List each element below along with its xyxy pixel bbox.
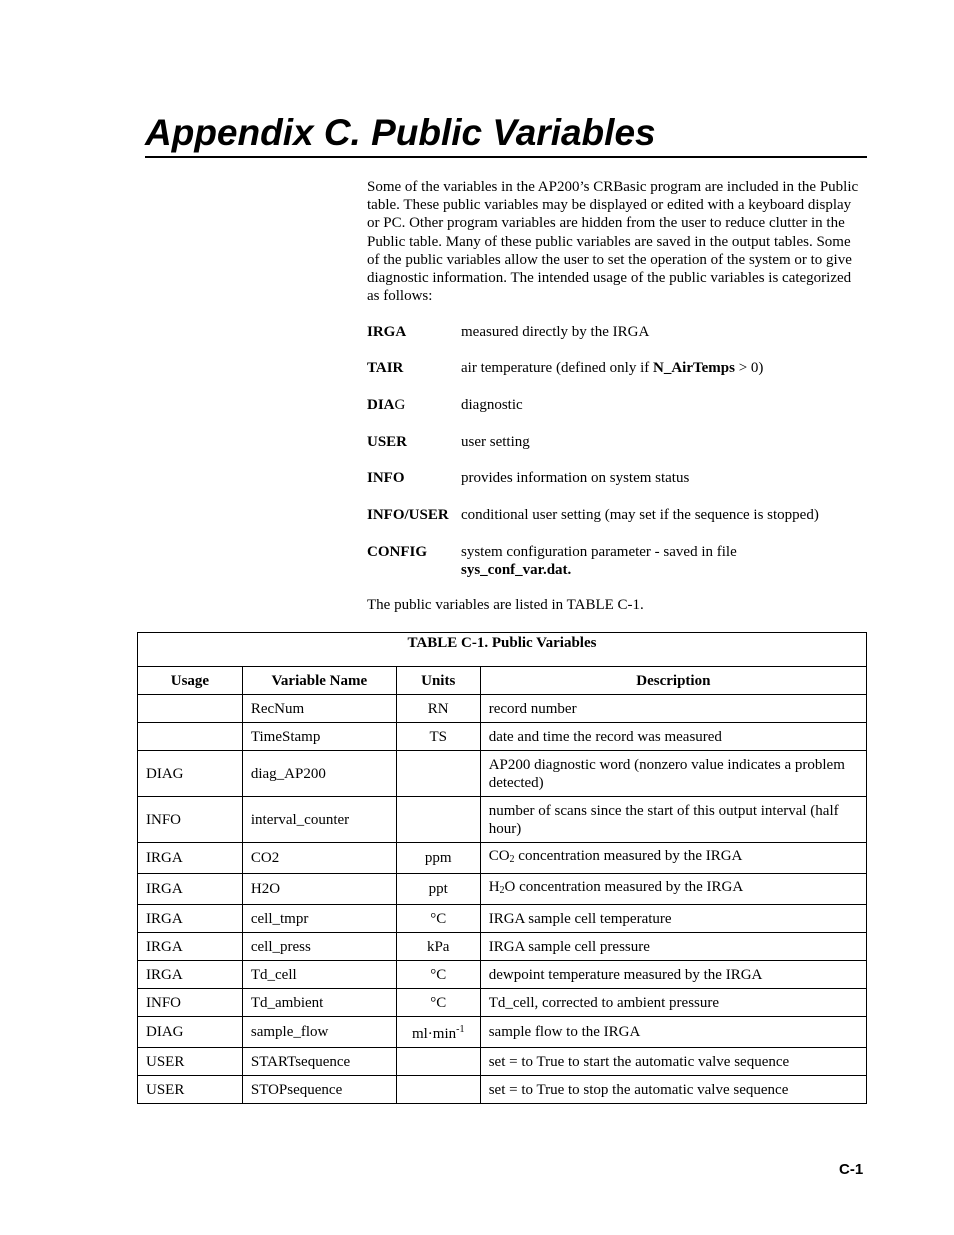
column-header: Description	[480, 667, 866, 695]
usage-cell	[138, 695, 243, 723]
table-row	[138, 1017, 867, 1048]
category-config	[367, 543, 867, 579]
usage-cell: IRGA	[138, 874, 243, 905]
usage-cell: INFO	[138, 797, 243, 843]
usage-cell: USER	[138, 1048, 243, 1076]
variable-name-cell: H2O	[242, 874, 396, 905]
usage-cell: DIAG	[138, 1017, 243, 1048]
description-cell: IRGA sample cell pressure	[480, 933, 866, 961]
variable-name-cell: CO2	[242, 843, 396, 874]
category-key: USER	[367, 434, 408, 450]
table-reference-note: The public variables are listed in TABLE C-1.	[367, 597, 644, 613]
units-cell	[396, 797, 480, 843]
description-cell: AP200 diagnostic word (nonzero value indicates a problem detected)	[480, 751, 866, 797]
description-cell: date and time the record was measured	[480, 723, 866, 751]
usage-cell: IRGA	[138, 961, 243, 989]
units-cell	[396, 1076, 480, 1104]
table-row	[138, 933, 867, 961]
category-desc: system configuration parameter - saved in file sys_conf_var.dat.	[461, 544, 737, 579]
table-caption: TABLE C-1. Public Variables	[138, 633, 867, 667]
category-desc: diagnostic	[461, 397, 523, 413]
page-number: C-1	[839, 1161, 864, 1178]
page-title: Appendix C. Public Variables	[145, 110, 867, 158]
units-cell: ppt	[396, 874, 480, 905]
units-cell	[396, 751, 480, 797]
table-row	[138, 905, 867, 933]
usage-cell	[138, 723, 243, 751]
table-row	[138, 989, 867, 1017]
usage-cell: IRGA	[138, 843, 243, 874]
category-key: TAIR	[367, 360, 404, 376]
description-cell: set = to True to start the automatic valve sequence	[480, 1048, 866, 1076]
table-row	[138, 1048, 867, 1076]
category-diag	[367, 396, 867, 414]
category-user	[367, 433, 867, 451]
table-row	[138, 843, 867, 874]
category-irga	[367, 323, 867, 341]
category-key: DIAG	[367, 397, 406, 413]
units-cell: °C	[396, 961, 480, 989]
category-desc: air temperature (defined only if N_AirTemps > 0)	[461, 360, 764, 376]
description-cell: $H_2O$ concentration measured by the IRGA	[480, 874, 866, 905]
category-desc: measured directly by the IRGA	[461, 324, 650, 340]
category-info-user	[367, 506, 867, 524]
units-cell: °C	[396, 905, 480, 933]
description-cell: $CO_2$ concentration measured by the IRGA	[480, 843, 866, 874]
units-cell: TS	[396, 723, 480, 751]
units-cell: °C	[396, 989, 480, 1017]
variable-name-cell: sample_flow	[242, 1017, 396, 1048]
category-key: INFO/USER	[367, 507, 449, 523]
variable-name-cell: Td_cell	[242, 961, 396, 989]
category-key: CONFIG	[367, 544, 427, 560]
description-cell: Td_cell, corrected to ambient pressure	[480, 989, 866, 1017]
column-header: Usage	[138, 667, 243, 695]
usage-cell: INFO	[138, 989, 243, 1017]
category-tair	[367, 359, 867, 377]
description-cell: IRGA sample cell temperature	[480, 905, 866, 933]
table-row	[138, 1076, 867, 1104]
table-row	[138, 751, 867, 797]
column-header: Units	[396, 667, 480, 695]
description-cell: number of scans since the start of this output interval (half hour)	[480, 797, 866, 843]
usage-cell: DIAG	[138, 751, 243, 797]
variable-name-cell: TimeStamp	[242, 723, 396, 751]
units-cell: $ml\cdot\min^{-1}$	[396, 1017, 480, 1048]
table-row	[138, 797, 867, 843]
usage-cell: USER	[138, 1076, 243, 1104]
units-cell: RN	[396, 695, 480, 723]
variable-name-cell: STARTsequence	[242, 1048, 396, 1076]
variable-name-cell: interval_counter	[242, 797, 396, 843]
table-row	[138, 874, 867, 905]
category-key: INFO	[367, 470, 405, 486]
table-row	[138, 961, 867, 989]
description-cell: sample flow to the IRGA	[480, 1017, 866, 1048]
variable-name-cell: diag_AP200	[242, 751, 396, 797]
units-cell: kPa	[396, 933, 480, 961]
units-cell	[396, 1048, 480, 1076]
category-desc: conditional user setting (may set if the sequence is stopped)	[461, 507, 819, 523]
category-key: IRGA	[367, 324, 407, 340]
table-row	[138, 695, 867, 723]
category-info	[367, 469, 867, 487]
column-header: Variable Name	[242, 667, 396, 695]
description-cell: set = to True to stop the automatic valve sequence	[480, 1076, 866, 1104]
variable-name-cell: Td_ambient	[242, 989, 396, 1017]
variable-name-cell: cell_tmpr	[242, 905, 396, 933]
public-variables-table	[137, 632, 867, 1104]
description-cell: record number	[480, 695, 866, 723]
table-row	[138, 723, 867, 751]
usage-cell: IRGA	[138, 933, 243, 961]
category-desc: user setting	[461, 434, 530, 450]
units-cell: ppm	[396, 843, 480, 874]
usage-cell: IRGA	[138, 905, 243, 933]
intro-paragraph: Some of the variables in the AP200’s CRBasic program are included in the Public table. These public variables may be displayed or edited with a keyboard display or PC. Other program variables are hidden from the user to reduce clutter in the Public table. Many of these public variables are saved in the output tables. Some of the public variables allow the user to set the operation of the system or to give diagnostic information. The intended usage of the public variables is categorized as follows:	[367, 179, 859, 305]
variable-name-cell: cell_press	[242, 933, 396, 961]
variable-name-cell: STOPsequence	[242, 1076, 396, 1104]
variable-name-cell: RecNum	[242, 695, 396, 723]
description-cell: dewpoint temperature measured by the IRGA	[480, 961, 866, 989]
category-desc: provides information on system status	[461, 470, 690, 486]
